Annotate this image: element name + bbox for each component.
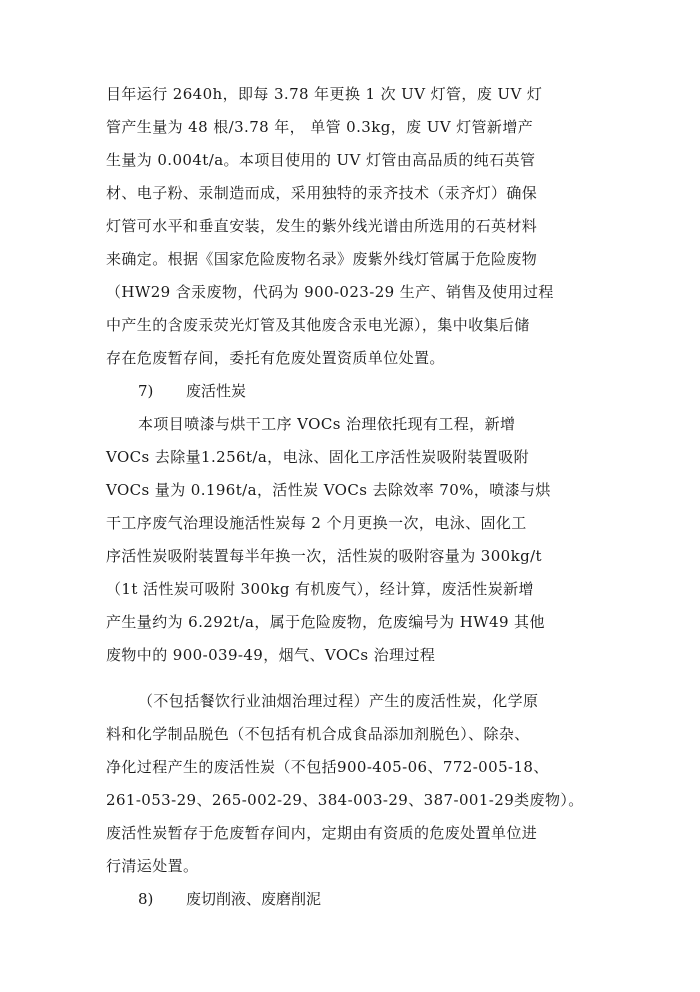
paragraph-line: （1t 活性炭可吸附 300kg 有机废气），经计算，废活性炭新增 [106,580,534,598]
paragraph-line: VOCs 去除量1.256t/a，电泳、固化工序活性炭吸附装置吸附 [106,448,529,466]
section-title: 废活性炭 [186,382,247,400]
paragraph-line: 产生量约为 6.292t/a，属于危险废物，危废编号为 HW49 其他 [106,613,545,631]
paragraph-line: 本项目喷漆与烘干工序 VOCs 治理依托现有工程，新增 [138,415,516,433]
paragraph-line: 261-053-29、265-002-29、384-003-29、387-001-29类废物）。 [106,791,584,809]
paragraph-line: 料和化学制品脱色（不包括有机合成食品添加剂脱色）、除杂、 [106,725,530,743]
paragraph-line: 净化过程产生的废活性炭（不包括900-405-06、772-005-18、 [106,758,549,776]
paragraph-line: 废物中的 900-039-49，烟气、VOCs 治理过程 [106,646,436,664]
section-title: 废切削液、废磨削泥 [186,890,322,908]
paragraph-line: VOCs 量为 0.196t/a，活性炭 VOCs 去除效率 70%，喷漆与烘 [106,481,551,499]
paragraph-line: 中产生的含废汞荧光灯管及其他废含汞电光源），集中收集后储 [106,316,530,334]
paragraph-line: 存在危废暂存间，委托有危废处置资质单位处置。 [106,349,445,367]
paragraph-line: 干工序废气治理设施活性炭每 2 个月更换一次，电泳、固化工 [106,514,527,532]
paragraph-line: 目年运行 2640h，即每 3.78 年更换 1 次 UV 灯管，废 UV 灯 [106,85,543,103]
section-number: 7) [138,382,154,400]
paragraph-line: 废活性炭暂存于危废暂存间内，定期由有资质的危废处置单位进 [106,824,538,842]
paragraph-line: 灯管可水平和垂直安装，发生的紫外线光谱由所选用的石英材料 [106,217,538,235]
paragraph-line: 序活性炭吸附装置每半年换一次，活性炭的吸附容量为 300kg/t [106,547,542,565]
paragraph-line: 生量为 0.004t/a。本项目使用的 UV 灯管由高品质的纯石英管 [106,151,536,169]
paragraph-line: 来确定。根据《国家危险废物名录》废紫外线灯管属于危险废物 [106,250,538,268]
paragraph-line: （不包括餐饮行业油烟治理过程）产生的废活性炭，化学原 [138,692,539,710]
paragraph-line: 行清运处置。 [106,857,199,875]
paragraph-line: 管产生量为 48 根/3.78 年， 单管 0.3kg，废 UV 灯管新增产 [106,118,534,136]
section-number: 8) [138,890,154,908]
paragraph-line: 材、电子粉、汞制造而成，采用独特的汞齐技术（汞齐灯）确保 [106,184,538,202]
paragraph-line: （HW29 含汞废物，代码为 900-023-29 生产、销售及使用过程 [106,283,554,301]
